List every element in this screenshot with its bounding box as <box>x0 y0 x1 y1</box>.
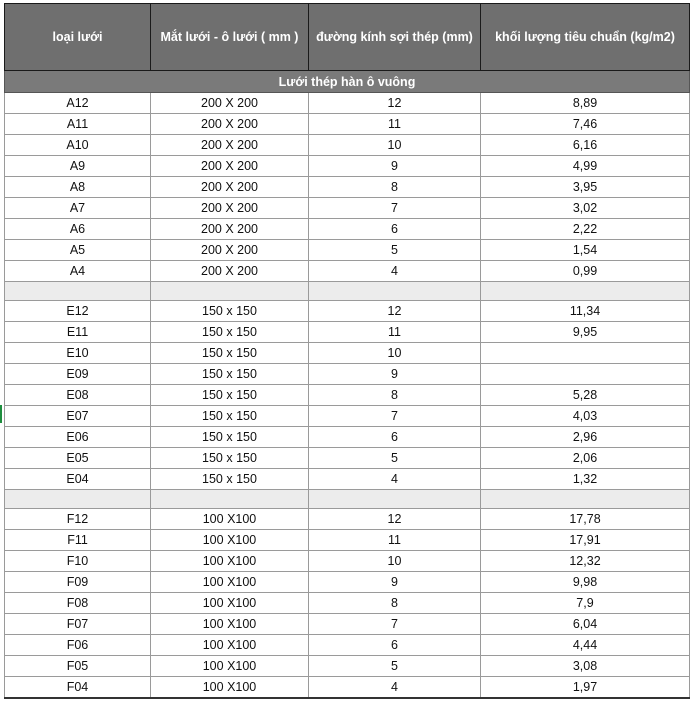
cell-mesh[interactable]: 200 X 200 <box>151 219 309 240</box>
cell-mesh[interactable]: 200 X 200 <box>151 177 309 198</box>
cell-weight[interactable]: 1,54 <box>481 240 690 261</box>
cell-type[interactable]: E07 <box>5 406 151 427</box>
table-row <box>5 551 690 572</box>
table-row <box>5 322 690 343</box>
cell-type[interactable]: A6 <box>5 219 151 240</box>
table-row <box>5 427 690 448</box>
cell-weight[interactable]: 17,78 <box>481 509 690 530</box>
cell-type[interactable]: E10 <box>5 343 151 364</box>
cell-diameter[interactable]: 9 <box>309 156 481 177</box>
cell-diameter[interactable]: 4 <box>309 677 481 699</box>
cell-type[interactable]: A10 <box>5 135 151 156</box>
cell-type[interactable]: A11 <box>5 114 151 135</box>
row-selection-marker <box>0 405 2 423</box>
spacer-row <box>5 490 690 509</box>
cell-diameter[interactable]: 7 <box>309 198 481 219</box>
cell-weight[interactable]: 8,89 <box>481 93 690 114</box>
cell-weight[interactable]: 2,22 <box>481 219 690 240</box>
cell-diameter[interactable]: 11 <box>309 530 481 551</box>
cell-diameter[interactable]: 8 <box>309 385 481 406</box>
cell-type[interactable]: E11 <box>5 322 151 343</box>
table-row <box>5 385 690 406</box>
table-body <box>5 71 690 699</box>
cell-weight[interactable]: 12,32 <box>481 551 690 572</box>
cell-weight[interactable]: 3,95 <box>481 177 690 198</box>
header-type[interactable]: loại lưới <box>5 4 151 71</box>
cell-mesh[interactable]: 200 X 200 <box>151 198 309 219</box>
cell-diameter[interactable]: 7 <box>309 614 481 635</box>
steel-mesh-table <box>4 3 690 699</box>
cell-mesh[interactable]: 100 X100 <box>151 530 309 551</box>
cell-weight[interactable]: 11,34 <box>481 301 690 322</box>
cell-mesh[interactable]: 150 x 150 <box>151 448 309 469</box>
cell-diameter[interactable]: 4 <box>309 261 481 282</box>
cell-weight[interactable]: 3,08 <box>481 656 690 677</box>
cell-mesh[interactable]: 200 X 200 <box>151 93 309 114</box>
table-row <box>5 261 690 282</box>
table-row <box>5 93 690 114</box>
cell-type[interactable]: E08 <box>5 385 151 406</box>
cell-mesh[interactable]: 150 x 150 <box>151 469 309 490</box>
table-row <box>5 572 690 593</box>
cell-mesh[interactable]: 200 X 200 <box>151 135 309 156</box>
empty-cell[interactable] <box>309 282 481 301</box>
cell-diameter[interactable]: 5 <box>309 656 481 677</box>
cell-mesh[interactable]: 100 X100 <box>151 677 309 699</box>
cell-mesh[interactable]: 150 x 150 <box>151 322 309 343</box>
cell-weight[interactable]: 17,91 <box>481 530 690 551</box>
cell-type[interactable]: F09 <box>5 572 151 593</box>
cell-type[interactable]: F11 <box>5 530 151 551</box>
cell-weight[interactable]: 2,96 <box>481 427 690 448</box>
cell-mesh[interactable]: 100 X100 <box>151 509 309 530</box>
cell-type[interactable]: F10 <box>5 551 151 572</box>
cell-weight[interactable]: 4,99 <box>481 156 690 177</box>
cell-type[interactable]: E12 <box>5 301 151 322</box>
cell-type[interactable]: F04 <box>5 677 151 699</box>
cell-type[interactable]: F08 <box>5 593 151 614</box>
empty-cell[interactable] <box>151 282 309 301</box>
cell-diameter[interactable]: 5 <box>309 448 481 469</box>
header-weight[interactable]: khối lượng tiêu chuẩn (kg/m2) <box>481 4 690 71</box>
cell-diameter[interactable]: 11 <box>309 114 481 135</box>
table-row <box>5 656 690 677</box>
cell-type[interactable]: A5 <box>5 240 151 261</box>
header-row <box>5 4 690 71</box>
cell-mesh[interactable]: 200 X 200 <box>151 261 309 282</box>
section-title[interactable]: Lưới thép hàn ô vuông <box>5 71 690 93</box>
cell-type[interactable]: A8 <box>5 177 151 198</box>
cell-type[interactable]: A12 <box>5 93 151 114</box>
empty-cell[interactable] <box>309 490 481 509</box>
table-row <box>5 469 690 490</box>
cell-mesh[interactable]: 100 X100 <box>151 593 309 614</box>
cell-diameter[interactable]: 6 <box>309 427 481 448</box>
cell-weight[interactable]: 2,06 <box>481 448 690 469</box>
cell-weight[interactable]: 3,02 <box>481 198 690 219</box>
cell-diameter[interactable]: 6 <box>309 219 481 240</box>
table-row <box>5 240 690 261</box>
cell-mesh[interactable]: 200 X 200 <box>151 156 309 177</box>
table-row <box>5 593 690 614</box>
cell-type[interactable]: A9 <box>5 156 151 177</box>
cell-weight[interactable]: 6,04 <box>481 614 690 635</box>
cell-mesh[interactable]: 150 x 150 <box>151 427 309 448</box>
table-row <box>5 364 690 385</box>
cell-mesh[interactable]: 200 X 200 <box>151 240 309 261</box>
cell-type[interactable]: E09 <box>5 364 151 385</box>
cell-diameter[interactable]: 11 <box>309 322 481 343</box>
cell-type[interactable]: F06 <box>5 635 151 656</box>
cell-type[interactable]: F07 <box>5 614 151 635</box>
cell-mesh[interactable]: 150 x 150 <box>151 301 309 322</box>
cell-weight[interactable]: 9,95 <box>481 322 690 343</box>
empty-cell[interactable] <box>5 490 151 509</box>
cell-mesh[interactable]: 100 X100 <box>151 551 309 572</box>
table-row <box>5 343 690 364</box>
table-row <box>5 635 690 656</box>
cell-mesh[interactable]: 150 x 150 <box>151 385 309 406</box>
cell-diameter[interactable]: 12 <box>309 301 481 322</box>
cell-diameter[interactable]: 8 <box>309 177 481 198</box>
cell-weight[interactable] <box>481 343 690 364</box>
cell-type[interactable]: E04 <box>5 469 151 490</box>
cell-diameter[interactable]: 4 <box>309 469 481 490</box>
cell-type[interactable]: A4 <box>5 261 151 282</box>
table-row <box>5 301 690 322</box>
cell-type[interactable]: F12 <box>5 509 151 530</box>
cell-diameter[interactable]: 10 <box>309 551 481 572</box>
spacer-row <box>5 282 690 301</box>
cell-weight[interactable]: 7,46 <box>481 114 690 135</box>
cell-mesh[interactable]: 100 X100 <box>151 572 309 593</box>
cell-diameter[interactable]: 12 <box>309 93 481 114</box>
cell-weight[interactable]: 5,28 <box>481 385 690 406</box>
cell-diameter[interactable]: 10 <box>309 343 481 364</box>
table-row <box>5 530 690 551</box>
header-diameter[interactable]: đường kính sợi thép (mm) <box>309 4 481 71</box>
empty-cell[interactable] <box>151 490 309 509</box>
cell-weight[interactable]: 4,03 <box>481 406 690 427</box>
cell-weight[interactable]: 7,9 <box>481 593 690 614</box>
cell-weight[interactable]: 0,99 <box>481 261 690 282</box>
cell-weight[interactable]: 9,98 <box>481 572 690 593</box>
cell-weight[interactable]: 1,97 <box>481 677 690 699</box>
cell-type[interactable]: F05 <box>5 656 151 677</box>
cell-diameter[interactable]: 7 <box>309 406 481 427</box>
cell-mesh[interactable]: 100 X100 <box>151 656 309 677</box>
empty-cell[interactable] <box>481 282 690 301</box>
cell-type[interactable]: E06 <box>5 427 151 448</box>
cell-diameter[interactable]: 8 <box>309 593 481 614</box>
section-row <box>5 71 690 93</box>
empty-cell[interactable] <box>5 282 151 301</box>
table-row <box>5 219 690 240</box>
table-row <box>5 614 690 635</box>
table-row <box>5 198 690 219</box>
table-row <box>5 114 690 135</box>
cell-weight[interactable]: 1,32 <box>481 469 690 490</box>
table-row <box>5 156 690 177</box>
cell-mesh[interactable]: 150 x 150 <box>151 343 309 364</box>
cell-diameter[interactable]: 10 <box>309 135 481 156</box>
cell-diameter[interactable]: 5 <box>309 240 481 261</box>
cell-diameter[interactable]: 9 <box>309 572 481 593</box>
cell-diameter[interactable]: 12 <box>309 509 481 530</box>
cell-diameter[interactable]: 9 <box>309 364 481 385</box>
cell-diameter[interactable]: 6 <box>309 635 481 656</box>
cell-weight[interactable]: 4,44 <box>481 635 690 656</box>
cell-weight[interactable] <box>481 364 690 385</box>
table-row <box>5 177 690 198</box>
table-row <box>5 448 690 469</box>
cell-mesh[interactable]: 200 X 200 <box>151 114 309 135</box>
header-mesh[interactable]: Mắt lưới - ô lưới ( mm ) <box>151 4 309 71</box>
cell-type[interactable]: E05 <box>5 448 151 469</box>
cell-mesh[interactable]: 150 x 150 <box>151 406 309 427</box>
cell-mesh[interactable]: 150 x 150 <box>151 364 309 385</box>
cell-weight[interactable]: 6,16 <box>481 135 690 156</box>
table-row <box>5 677 690 699</box>
cell-type[interactable]: A7 <box>5 198 151 219</box>
cell-mesh[interactable]: 100 X100 <box>151 635 309 656</box>
cell-mesh[interactable]: 100 X100 <box>151 614 309 635</box>
empty-cell[interactable] <box>481 490 690 509</box>
table-row <box>5 509 690 530</box>
table-row <box>5 135 690 156</box>
table-row <box>5 406 690 427</box>
